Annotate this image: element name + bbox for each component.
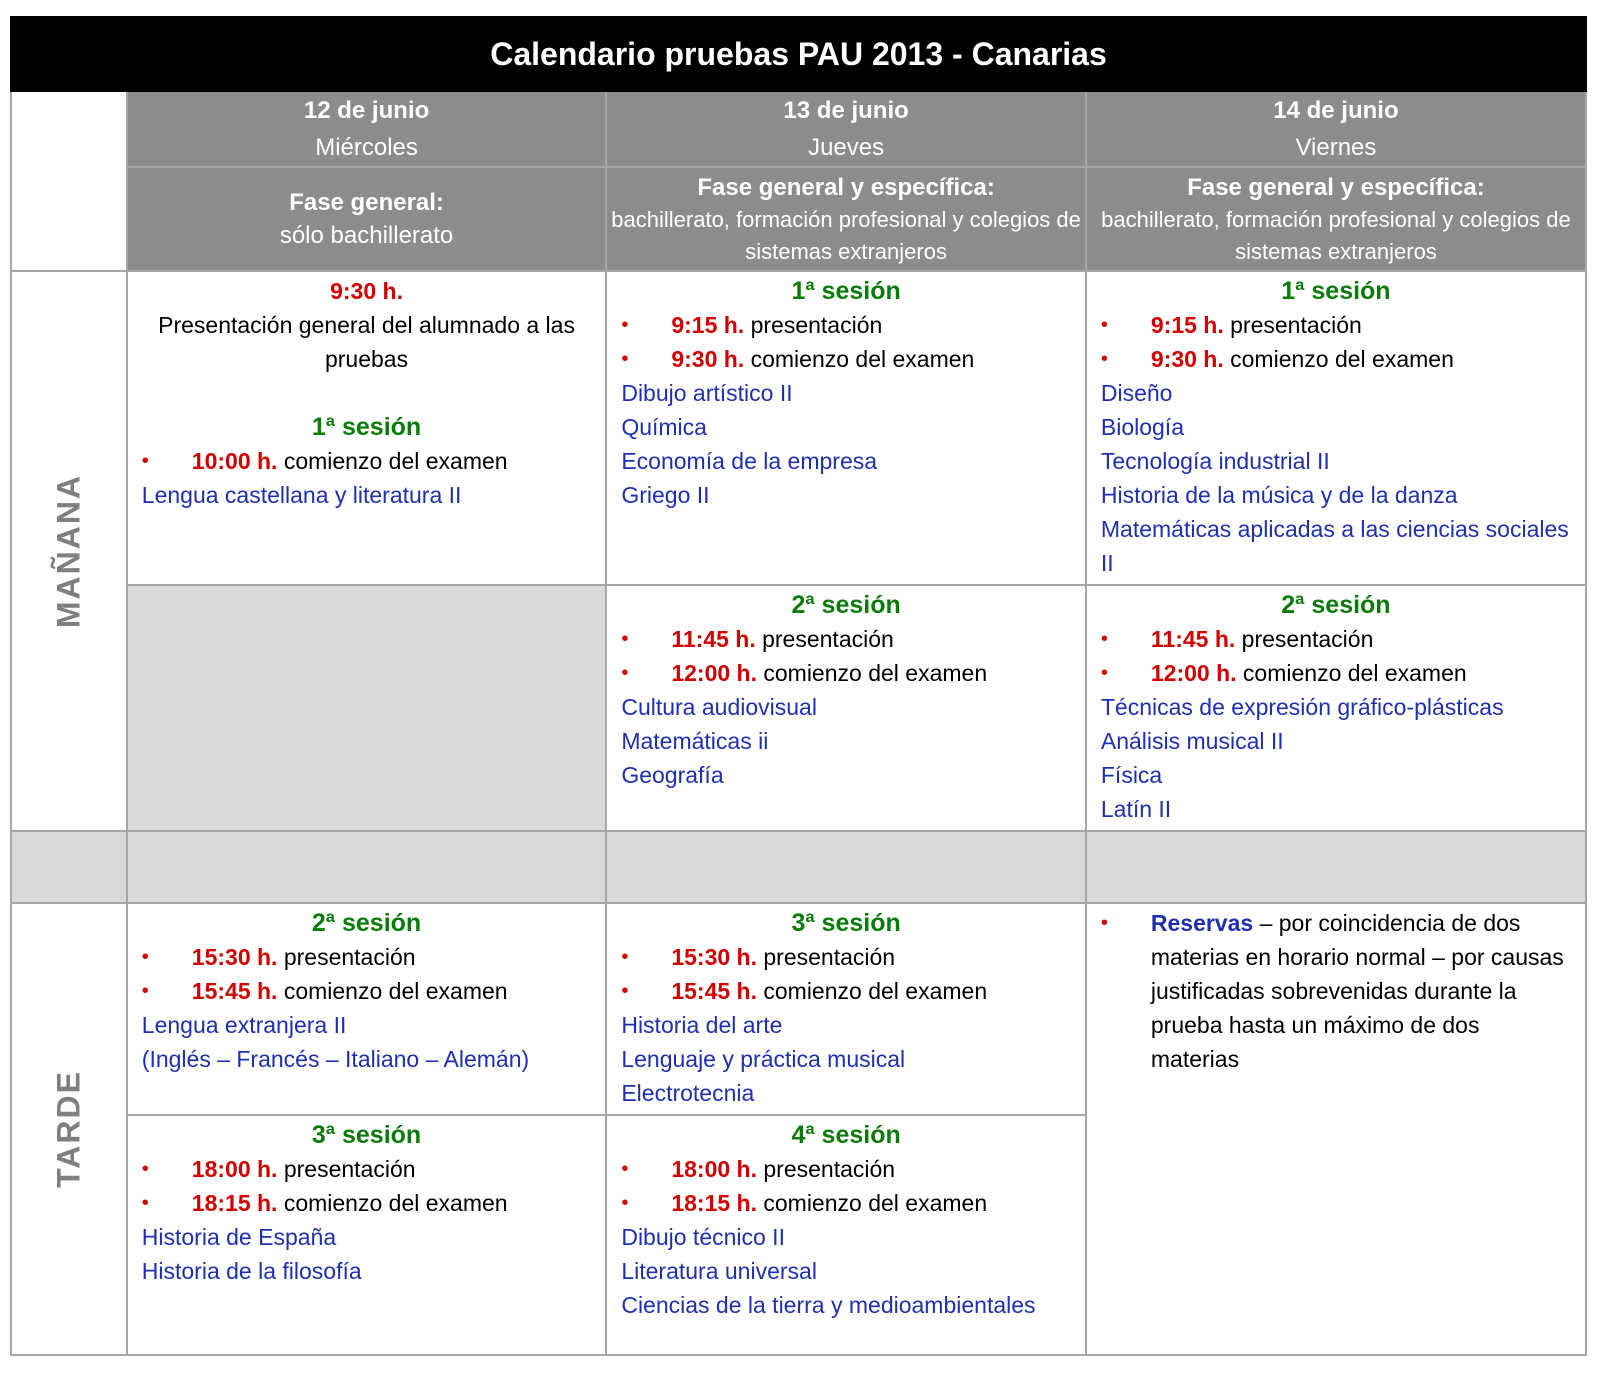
- phase-header-13: [606, 167, 1086, 271]
- schedule-item: • 10:00 h. comienzo del examen: [142, 444, 592, 478]
- morning-row-2: [11, 585, 1586, 831]
- schedule-item: • 12:00 h. comienzo del examen: [621, 656, 1071, 690]
- schedule-item: • 9:30 h. comienzo del examen: [1101, 342, 1571, 376]
- schedule-item: • 18:15 h. comienzo del examen: [621, 1186, 1071, 1220]
- subject-item: Ciencias de la tierra y medioambientales: [621, 1292, 1036, 1318]
- subject-item: (Inglés – Francés – Italiano – Alemán): [141, 1046, 530, 1072]
- subject-item: Historia de la música y de la danza: [1100, 482, 1458, 508]
- title-row: [11, 17, 1586, 91]
- afternoon-label: TARDE: [50, 1070, 87, 1188]
- subject-item: Tecnología industrial II: [1100, 448, 1330, 474]
- subject-item: Electrotecnia: [621, 1080, 755, 1106]
- presentation-time: 9:30 h.: [330, 278, 403, 304]
- separator-cell: [127, 831, 607, 903]
- subject-item: Biología: [1100, 414, 1184, 440]
- schedule-item: • 9:30 h. comienzo del examen: [621, 342, 1071, 376]
- calendar-table: [10, 16, 1587, 1356]
- cell-14-morning-1: [1086, 271, 1586, 585]
- reservas-label: Reservas: [1150, 910, 1254, 936]
- phase-desc: bachillerato, formación profesional y colegios de sistemas extranjeros: [1101, 206, 1571, 264]
- session-title: 3ª sesión: [791, 909, 901, 937]
- cell-13-afternoon-1: [606, 903, 1086, 1115]
- session-title: 1ª sesión: [311, 413, 422, 441]
- subject-item: Dibujo técnico II: [621, 1224, 785, 1250]
- day-weekday: Miércoles: [315, 134, 418, 161]
- phase-title: Fase general y específica:: [697, 173, 995, 201]
- schedule-item: • 11:45 h. presentación: [1101, 622, 1571, 656]
- phase-header-12: [127, 167, 607, 271]
- session-title: 1ª sesión: [1281, 277, 1391, 305]
- schedule-item: • 15:45 h. comienzo del examen: [142, 974, 592, 1008]
- schedule-item: • 18:00 h. presentación: [142, 1152, 592, 1186]
- subject-item: Griego II: [621, 482, 710, 508]
- session-title: 2ª sesión: [791, 591, 901, 619]
- separator-cell: [606, 831, 1086, 903]
- subject-item: Lengua castellana y literatura II: [141, 482, 462, 508]
- schedule-item: • 18:15 h. comienzo del examen: [142, 1186, 592, 1220]
- phase-row: [11, 167, 1586, 271]
- cell-13-morning-1: [606, 271, 1086, 585]
- cell-14-morning-2: [1086, 585, 1586, 831]
- schedule-item: • 9:15 h. presentación: [621, 308, 1071, 342]
- phase-title: Fase general:: [289, 189, 444, 216]
- day-date: 14 de junio: [1273, 97, 1399, 124]
- cell-13-afternoon-2: [606, 1115, 1086, 1355]
- cell-12-afternoon-2: [127, 1115, 607, 1355]
- phase-title: Fase general y específica:: [1187, 173, 1485, 201]
- session-title: 3ª sesión: [311, 1121, 422, 1149]
- day-weekday: Viernes: [1295, 134, 1377, 161]
- day-header-14: [1086, 91, 1586, 167]
- schedule-item: • 11:45 h. presentación: [621, 622, 1071, 656]
- morning-label-cell: [11, 271, 127, 831]
- date-row: [11, 91, 1586, 167]
- subject-item: Física: [1100, 762, 1163, 788]
- subject-item: Historia del arte: [621, 1012, 783, 1038]
- subject-item: Cultura audiovisual: [621, 694, 817, 720]
- calendar-title: Calendario pruebas PAU 2013 - Canarias: [11, 17, 1586, 91]
- reservas-text: – por coincidencia de dos materias en horario normal – por causas justificadas sobrevenidas durante la prueba hasta un máximo de dos materias: [1150, 910, 1564, 1072]
- afternoon-label-cell: [11, 903, 127, 1355]
- schedule-item: • 9:15 h. presentación: [1101, 308, 1571, 342]
- subject-item: Química: [621, 414, 707, 440]
- cell-12-morning-1: [127, 271, 607, 585]
- subject-item: Diseño: [1100, 380, 1173, 406]
- separator-cell: [1086, 831, 1586, 903]
- phase-desc: bachillerato, formación profesional y colegios de sistemas extranjeros: [611, 206, 1081, 264]
- schedule-item: • 18:00 h. presentación: [621, 1152, 1071, 1186]
- morning-label: MAÑANA: [50, 473, 87, 629]
- subject-item: Matemáticas ii: [621, 728, 769, 754]
- session-title: 2ª sesión: [311, 909, 422, 937]
- corner-cell: [11, 91, 127, 271]
- subject-item: Lengua extranjera II: [141, 1012, 347, 1038]
- subject-item: Literatura universal: [621, 1258, 817, 1284]
- day-date: 13 de junio: [783, 97, 909, 124]
- reservas-item: [1101, 906, 1571, 1076]
- calendar-frame: [10, 16, 1587, 1356]
- subject-item: Historia de España: [141, 1224, 337, 1250]
- day-weekday: Jueves: [808, 134, 885, 161]
- subject-item: Dibujo artístico II: [621, 380, 793, 406]
- schedule-item: • 12:00 h. comienzo del examen: [1101, 656, 1571, 690]
- session-title: 4ª sesión: [791, 1121, 901, 1149]
- schedule-item: • 15:30 h. presentación: [142, 940, 592, 974]
- phase-desc: sólo bachillerato: [279, 222, 454, 249]
- separator-cell: [11, 831, 127, 903]
- schedule-item: • 15:30 h. presentación: [621, 940, 1071, 974]
- subject-item: Matemáticas aplicadas a las ciencias sociales II: [1100, 516, 1569, 576]
- cell-14-afternoon-reservas: [1086, 903, 1586, 1355]
- schedule-item: • 15:45 h. comienzo del examen: [621, 974, 1071, 1008]
- midday-separator-row: [11, 831, 1586, 903]
- subject-item: Técnicas de expresión gráfico-plásticas: [1100, 694, 1504, 720]
- subject-item: Geografía: [621, 762, 724, 788]
- session-title: 1ª sesión: [791, 277, 901, 305]
- morning-row-1: [11, 271, 1586, 585]
- subject-item: Lenguaje y práctica musical: [621, 1046, 906, 1072]
- afternoon-row-1: [11, 903, 1586, 1115]
- subject-item: Historia de la filosofía: [141, 1258, 362, 1284]
- cell-13-morning-2: [606, 585, 1086, 831]
- subject-item: Economía de la empresa: [621, 448, 878, 474]
- session-title: 2ª sesión: [1281, 591, 1391, 619]
- day-header-13: [606, 91, 1086, 167]
- subject-item: Latín II: [1100, 796, 1172, 822]
- day-date: 12 de junio: [303, 97, 430, 124]
- presentation-text: Presentación general del alumnado a las pruebas: [158, 312, 575, 372]
- cell-12-afternoon-1: [127, 903, 607, 1115]
- day-header-12: [127, 91, 607, 167]
- cell-12-morning-2-empty: [127, 585, 607, 831]
- subject-item: Análisis musical II: [1100, 728, 1284, 754]
- phase-header-14: [1086, 167, 1586, 271]
